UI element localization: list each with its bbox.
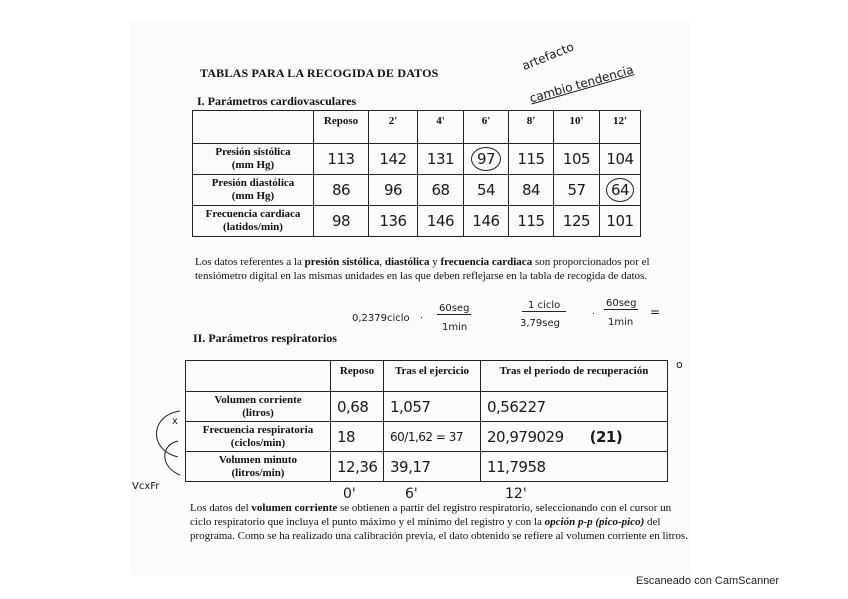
col-header: 8' (509, 111, 554, 144)
value-cell: 131 (418, 144, 464, 175)
column-note: o (676, 358, 683, 371)
table-row (186, 452, 668, 482)
col-header: 10' (554, 111, 600, 144)
value-cell: 136 (369, 206, 418, 237)
table-row (193, 206, 641, 237)
value-cell: 142 (369, 144, 418, 175)
value-cell: 0,56227 (481, 392, 668, 422)
side-note-x: x (172, 416, 178, 427)
document-title: TABLAS PARA LA RECOGIDA DE DATOS (200, 66, 439, 80)
value-cell: 96 (369, 175, 418, 206)
formula-right-frac-num: 60seg (606, 298, 637, 309)
col-header: 6' (464, 111, 509, 144)
value-cell: 84 (509, 175, 554, 206)
value-cell: 60/1,62 = 37 (384, 422, 481, 452)
formula-left-frac-num: 60seg (439, 303, 470, 314)
value-cell: 105 (554, 144, 600, 175)
formula-left-num: 0,2379ciclo (352, 313, 410, 324)
col-header: Reposo (331, 361, 384, 392)
time-label: 12' (505, 486, 527, 502)
table-row (186, 392, 668, 422)
value-cell: 146 (418, 206, 464, 237)
cardiovascular-table (192, 110, 641, 237)
side-note-formula: VcxFr (132, 481, 160, 492)
arrow-curve-2 (165, 441, 180, 475)
table-row (186, 422, 668, 452)
formula-left-frac-den: 1min (442, 322, 468, 333)
section2-heading: II. Parámetros respiratorios (193, 331, 337, 345)
value-cell: 146 (464, 206, 509, 237)
col-header: 4' (418, 111, 464, 144)
camscanner-footer: Escaneado con CamScanner (636, 575, 780, 587)
value-cell: 57 (554, 175, 600, 206)
formula-equals: = (650, 305, 661, 319)
formula-dot: · (420, 313, 424, 324)
value-cell-with-extra: 20,979029 (21) (481, 422, 668, 452)
formula-right-den: 3,79seg (520, 318, 560, 329)
value-cell-circled: 64 (600, 175, 641, 206)
header-empty-cell (186, 361, 331, 392)
value-cell: 113 (314, 144, 369, 175)
annotation-cambio-tendencia: cambio tendencia (528, 62, 636, 106)
paragraph-respiratory: Los datos del volumen corriente se obtienen a partir del registro respiratorio, seleccionando con el cursor un ciclo respiratorio que incluya el punto máximo y el mínimo del registro y con la opción p-p (pico-pico) del programa. Como se ha realizado una calibración previa, el dato obtenido se refiere al volumen corriente en litros. (190, 502, 688, 542)
value-cell: 115 (509, 206, 554, 237)
value-cell: 98 (314, 206, 369, 237)
formula-dot-2: · (592, 309, 596, 320)
value-cell: 104 (600, 144, 641, 175)
value-cell: 0,68 (331, 392, 384, 422)
table-row (193, 144, 641, 175)
table-row (193, 175, 641, 206)
value-cell: 18 (331, 422, 384, 452)
row-label: Volumen corriente (litros) (186, 392, 331, 422)
formula-right-num: 1 ciclo (522, 300, 566, 312)
annotation-artefacto: artefacto (520, 39, 576, 73)
value-cell: 68 (418, 175, 464, 206)
value-cell: 125 (554, 206, 600, 237)
table-header-row (186, 361, 668, 392)
value-cell-circled: 97 (464, 144, 509, 175)
col-header: Tras el ejercicio (384, 361, 481, 392)
row-label: Volumen minuto (litros/min) (186, 452, 331, 482)
respiratory-table (185, 360, 668, 482)
formula-right-frac-den: 1min (608, 317, 634, 328)
col-header: Reposo (314, 111, 369, 144)
time-label: 6' (405, 486, 418, 502)
value-cell: 12,36 (331, 452, 384, 482)
value-cell: 86 (314, 175, 369, 206)
col-header: Tras el periodo de recuperación (481, 361, 668, 392)
row-label: Frecuencia cardiaca (latidos/min) (193, 206, 314, 237)
row-label: Presión sistólica (mm Hg) (193, 144, 314, 175)
paragraph-cardio: Los datos referentes a la presión sistólica, diastólica y frecuencia cardiaca son proporcionados por el tensiómetro digital en las mismas unidades en las que deben reflejarse en la tabla de recogida de datos. (195, 256, 650, 282)
section1-heading: I. Parámetros cardiovasculares (197, 94, 357, 108)
col-header: 12' (600, 111, 641, 144)
col-header: 2' (369, 111, 418, 144)
value-cell: 54 (464, 175, 509, 206)
value-cell: 39,17 (384, 452, 481, 482)
value-cell: 101 (600, 206, 641, 237)
value-cell: 115 (509, 144, 554, 175)
table-header-row (193, 111, 641, 144)
value-cell: 1,057 (384, 392, 481, 422)
header-empty-cell (193, 111, 314, 144)
time-label: 0' (343, 486, 356, 502)
value-cell: 11,7958 (481, 452, 668, 482)
side-bracket-arrows (140, 405, 190, 485)
row-label: Frecuencia respiratoria (ciclos/min) (186, 422, 331, 452)
row-label: Presión diastólica (mm Hg) (193, 175, 314, 206)
